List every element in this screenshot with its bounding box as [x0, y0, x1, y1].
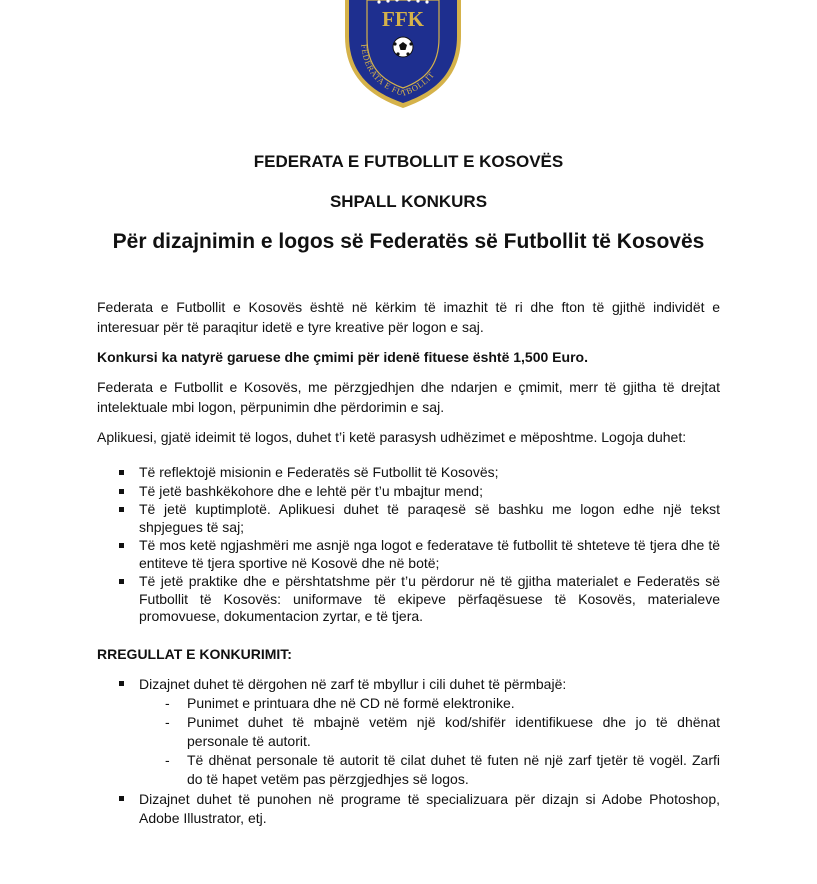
football-icon — [393, 37, 413, 57]
list-item: Të jetë praktike dhe e përshtatshme për t’u përdorur në të gjitha materialet e Federatës së Futbollit të Kosovës: uniformave të ekipeve përfaqësuese të Kosovës, materialeve promovuese, dokumentacion zyrtar, e të tjera. — [97, 573, 720, 626]
bullet-icon — [119, 543, 124, 548]
logo-text: FFK — [382, 7, 424, 31]
sub-list-item: - Punimet e printuara dhe në CD në formë elektronike. — [165, 695, 515, 711]
ffk-logo — [339, 0, 467, 110]
announcement-title: SHPALL KONKURS — [329, 192, 488, 211]
guidelines-intro: Aplikuesi, gjatë ideimit të logos, duhet t’i ketë parasysh udhëzimet e mëposhtme. Logoja duhet: — [97, 429, 687, 445]
list-item: Dizajnet duhet të punohen në programe të specializuara për dizajn si Adobe Photoshop, Adobe Illustrator, etj. — [97, 790, 720, 828]
bullet-icon — [119, 489, 124, 494]
list-item: Të mos ketë ngjashmëri me asnjë nga logot e federatave të futbollit të shteteve të tjera dhe të entiteve të tjera sportive në Kosovë dhe në botë; — [97, 537, 720, 572]
org-title: FEDERATA E FUTBOLLIT E KOSOVËS — [253, 152, 564, 171]
sub-list-item: - Punimet duhet të mbajnë vetëm një kod/shifër identifikuese dhe jo të dhënat personale të autorit. — [165, 714, 720, 749]
list-item: Dizajnet duhet të dërgohen në zarf të mbyllur i cili duhet të përmbajë: - Punimet e printuara dhe në CD në formë elektronike. - Punimet duhet të mbajnë vetëm një kod/shifër identifikuese dhe jo të dhënat personale të autorit. - Të dhënat personale të autorit të cilat duhet të futen në një zarf tjetër të vogël. Zarfi do të hapet vetëm pas përzgjedhjes së logos. — [97, 675, 720, 789]
list-item: Të reflektojë misionin e Federatës së Futbollit të Kosovës; — [97, 464, 720, 482]
bullet-icon — [119, 579, 124, 584]
rules-title: RREGULLAT E KONKURIMIT: — [97, 646, 292, 662]
list-item: Të jetë bashkëkohore dhe e lehtë për t’u mbajtur mend; — [97, 483, 720, 501]
bullet-icon — [119, 470, 124, 475]
rights-paragraph: Federata e Futbollit e Kosovës, me përzgjedhjen dhe ndarjen e çmimit, merr të gjitha të drejtat intelektuale mbi logon, përpunimin dhe përdorimin e saj. — [97, 379, 720, 415]
sub-list-item: - Të dhënat personale të autorit të cilat duhet të futen në një zarf tjetër të vogël. Zarfi do të hapet vetëm pas përzgjedhjes së logos. — [165, 752, 720, 787]
prize-paragraph: Konkursi ka natyrë garuese dhe çmimi për idenë fituese është 1,500 Euro. — [97, 349, 588, 365]
requirements-list — [97, 464, 720, 627]
intro-paragraph: Federata e Futbollit e Kosovës është në kërkim të imazhit të ri dhe fton të gjithë individët e interesuar për të paraqitur idetë e tyre kreative për logon e saj. — [97, 299, 720, 335]
rules-list — [97, 675, 720, 829]
list-item: Të jetë kuptimplotë. Aplikuesi duhet të paraqesë së bashku me logon edhe një tekst shpjegues të saj; — [97, 501, 720, 536]
rules-sublist — [117, 694, 720, 789]
logo-ring-text: FEDERATA E FUTBOLLIT — [359, 43, 437, 99]
bullet-icon — [119, 681, 124, 686]
bullet-icon — [119, 507, 124, 512]
competition-subtitle: Për dizajnimin e logos së Federatës së Futbollit të Kosovës — [112, 230, 705, 253]
bullet-icon — [119, 796, 124, 801]
